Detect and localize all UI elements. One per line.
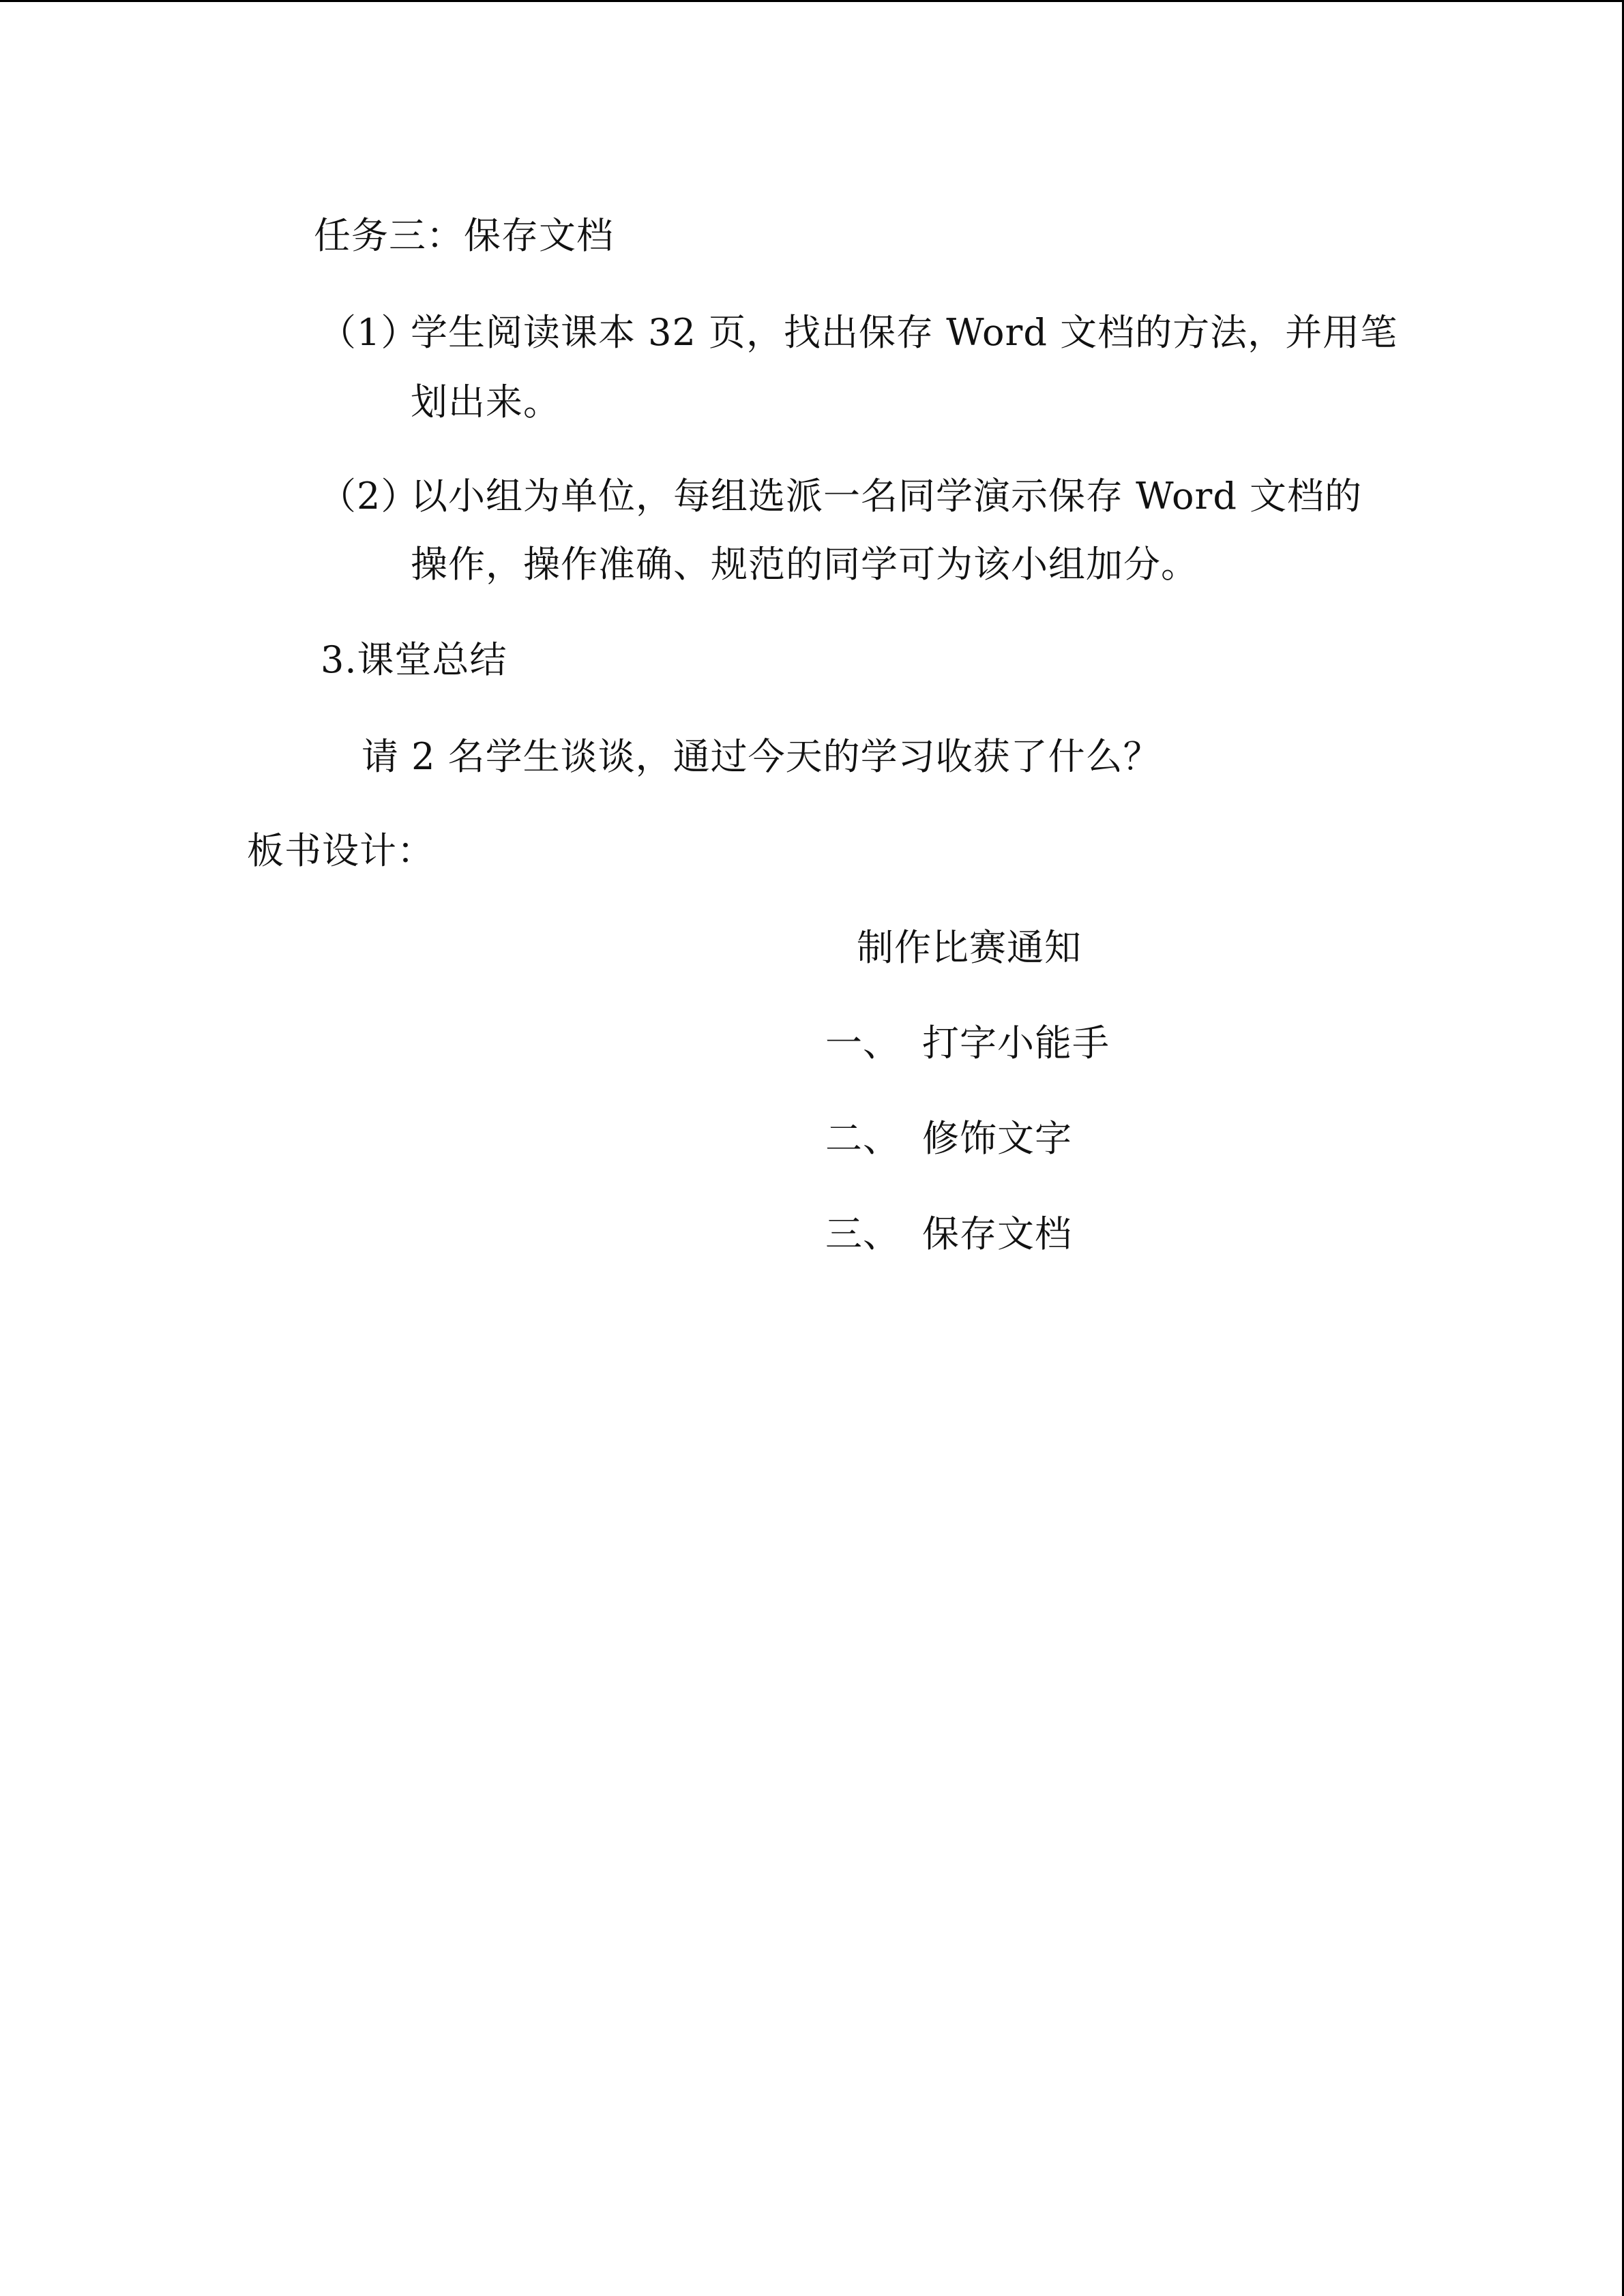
item2-line1: 以小组为单位，每组选派一名同学演示保存 Word 文档的 [411, 475, 1363, 518]
board-item-1-text: 打字小能手 [922, 1022, 1110, 1064]
board-design-label: 板书设计： [247, 829, 434, 872]
task3-heading: 任务三：保存文档 [314, 214, 614, 257]
summary-text: 请 2 名学生谈谈，通过今天的学习收获了什么？ [361, 735, 1161, 778]
board-item-2-text: 修饰文字 [922, 1117, 1072, 1160]
item2-marker: （2） [319, 475, 419, 518]
board-item-2-marker: 二、 [825, 1117, 900, 1160]
board-item-3-text: 保存文档 [922, 1212, 1072, 1255]
board-title: 制作比赛通知 [857, 926, 1082, 969]
board-item-3-marker: 三、 [825, 1212, 900, 1255]
item1-line2: 划出来。 [411, 381, 561, 423]
item2-line2: 操作，操作准确、规范的同学可为该小组加分。 [411, 543, 1198, 586]
item1-line1: 学生阅读课本 32 页，找出保存 Word 文档的方法，并用笔 [411, 311, 1398, 354]
section3-heading: 3.课堂总结 [321, 638, 507, 681]
page-border-top [0, 0, 1624, 2]
board-item-1-marker: 一、 [825, 1022, 900, 1064]
item1-marker: （1） [319, 311, 419, 354]
